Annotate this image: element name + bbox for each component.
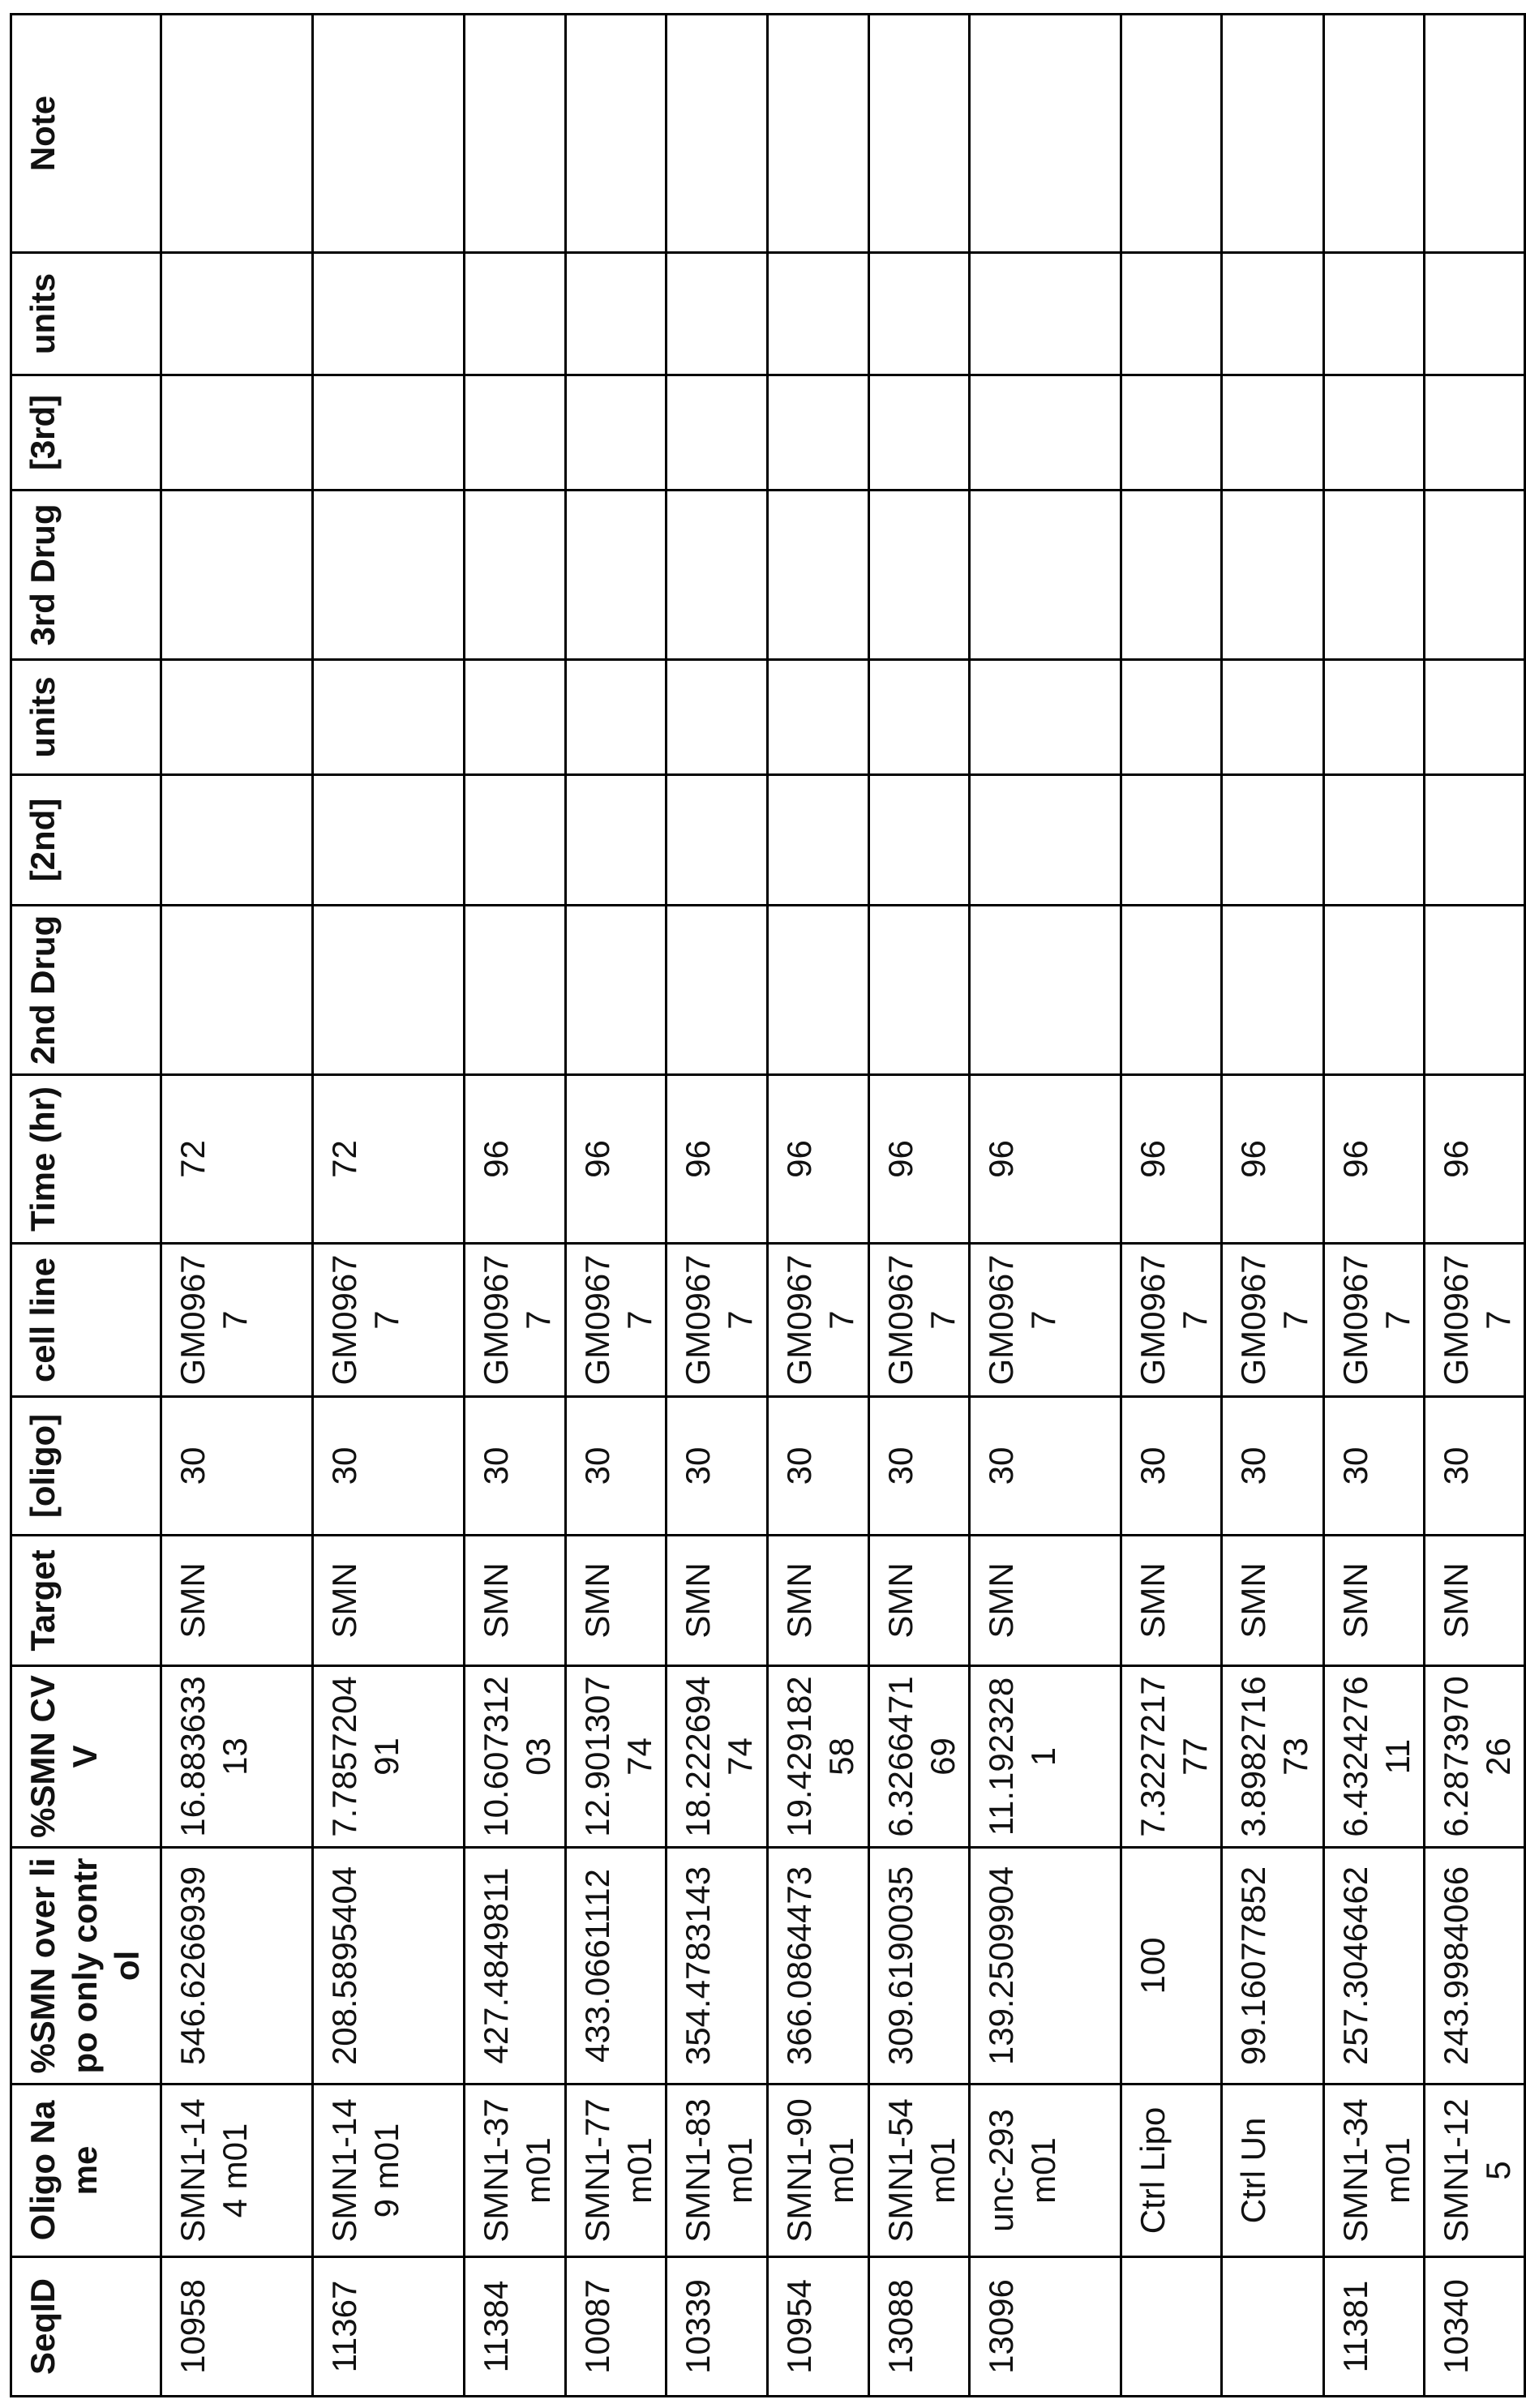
table-cell: 10958 <box>161 2257 313 2397</box>
table-cell: SMN <box>869 1536 970 1666</box>
table-cell <box>869 906 970 1075</box>
table-cell <box>313 375 465 491</box>
table-cell: 96 <box>566 1075 667 1244</box>
table-cell: 257.3046462 <box>1324 1848 1425 2085</box>
column-header: units <box>11 660 161 775</box>
table-cell: 7.785720491 <box>313 1666 465 1848</box>
table-cell <box>566 660 667 775</box>
table-cell: 433.0661112 <box>566 1848 667 2085</box>
table-cell: 96 <box>869 1075 970 1244</box>
table-cell <box>1425 491 1525 660</box>
table-cell: GM09677 <box>313 1244 465 1397</box>
table-cell <box>465 906 566 1075</box>
table-cell <box>465 253 566 375</box>
table-cell: 7.322721777 <box>1121 1666 1222 1848</box>
table-cell: 6.432427611 <box>1324 1666 1425 1848</box>
table-cell <box>768 253 869 375</box>
table-cell: SMN1-54 m01 <box>869 2085 970 2257</box>
results-table <box>10 13 1526 2397</box>
table-row <box>869 15 970 2397</box>
table-cell: 13088 <box>869 2257 970 2397</box>
table-cell <box>1121 660 1222 775</box>
table-cell: 546.6266939 <box>161 1848 313 2085</box>
table-cell: 30 <box>667 1397 768 1536</box>
table-cell: GM09677 <box>1121 1244 1222 1397</box>
table-cell: GM09677 <box>869 1244 970 1397</box>
column-header: 2nd Drug <box>11 906 161 1075</box>
table-cell: 13096 <box>970 2257 1121 2397</box>
table-cell: 11367 <box>313 2257 465 2397</box>
table-cell: 16.88363313 <box>161 1666 313 1848</box>
table-cell: GM09677 <box>1324 1244 1425 1397</box>
table-cell: 30 <box>566 1397 667 1536</box>
table-cell: SMN1-125 <box>1425 2085 1525 2257</box>
table-cell <box>161 775 313 906</box>
table-cell <box>1324 906 1425 1075</box>
table-cell: GM09677 <box>1425 1244 1525 1397</box>
table-cell: 96 <box>1425 1075 1525 1244</box>
table-cell: SMN <box>768 1536 869 1666</box>
table-cell <box>1222 906 1324 1075</box>
table-cell <box>869 375 970 491</box>
table-cell: 96 <box>768 1075 869 1244</box>
column-header: Time (hr) <box>11 1075 161 1244</box>
table-cell <box>1324 491 1425 660</box>
table-cell: 11384 <box>465 2257 566 2397</box>
table-cell <box>1425 660 1525 775</box>
table-cell <box>768 775 869 906</box>
table-cell <box>1324 375 1425 491</box>
table-cell <box>1222 375 1324 491</box>
table-cell: 6.326647169 <box>869 1666 970 1848</box>
table-cell <box>869 775 970 906</box>
table-cell <box>313 253 465 375</box>
table-cell <box>667 660 768 775</box>
table-cell <box>667 15 768 253</box>
column-header: Target <box>11 1536 161 1666</box>
table-cell <box>1324 775 1425 906</box>
column-header: [2nd] <box>11 775 161 906</box>
table-cell <box>768 491 869 660</box>
table-cell: Ctrl Un <box>1222 2085 1324 2257</box>
table-cell: 10.60731203 <box>465 1666 566 1848</box>
table-cell: GM09677 <box>161 1244 313 1397</box>
table-cell <box>768 906 869 1075</box>
table-cell: SMN1-77 m01 <box>566 2085 667 2257</box>
table-cell: 96 <box>970 1075 1121 1244</box>
table-cell <box>1121 775 1222 906</box>
table-cell: 96 <box>667 1075 768 1244</box>
column-header: Note <box>11 15 161 253</box>
table-cell: 30 <box>313 1397 465 1536</box>
table-cell <box>1121 906 1222 1075</box>
table-cell <box>566 15 667 253</box>
table-cell: SMN <box>667 1536 768 1666</box>
table-cell <box>161 660 313 775</box>
table-cell <box>313 491 465 660</box>
table-cell <box>970 660 1121 775</box>
column-header: [3rd] <box>11 375 161 491</box>
table-cell: 10339 <box>667 2257 768 2397</box>
table-cell <box>1222 2257 1324 2397</box>
table-cell: SMN <box>1121 1536 1222 1666</box>
table-cell <box>566 775 667 906</box>
table-cell: 3.898271673 <box>1222 1666 1324 1848</box>
table-cell: 18.22269474 <box>667 1666 768 1848</box>
table-cell: 30 <box>1324 1397 1425 1536</box>
table-cell <box>1324 660 1425 775</box>
table-cell <box>1121 491 1222 660</box>
table-row <box>465 15 566 2397</box>
table-cell <box>970 775 1121 906</box>
table-cell <box>869 491 970 660</box>
table-cell <box>970 253 1121 375</box>
table-cell: GM09677 <box>667 1244 768 1397</box>
table-cell: SMN <box>1425 1536 1525 1666</box>
table-cell: 11.1923281 <box>970 1666 1121 1848</box>
table-cell <box>1222 253 1324 375</box>
table-cell <box>1425 15 1525 253</box>
table-cell: SMN <box>1324 1536 1425 1666</box>
table-cell <box>1121 253 1222 375</box>
table-cell: SMN1-37 m01 <box>465 2085 566 2257</box>
table-cell <box>161 253 313 375</box>
table-cell <box>1324 253 1425 375</box>
table-cell <box>161 491 313 660</box>
table-cell <box>667 775 768 906</box>
table-cell: 11381 <box>1324 2257 1425 2397</box>
column-header: SeqID <box>11 2257 161 2397</box>
column-header: %SMN CVV <box>11 1666 161 1848</box>
table-cell <box>465 775 566 906</box>
table-row <box>970 15 1121 2397</box>
table-cell: 139.2509904 <box>970 1848 1121 2085</box>
table-cell: 30 <box>465 1397 566 1536</box>
table-cell: 6.287397026 <box>1425 1666 1525 1848</box>
table-cell <box>1222 660 1324 775</box>
table-cell <box>768 660 869 775</box>
table-row <box>313 15 465 2397</box>
table-cell: SMN <box>161 1536 313 1666</box>
table-cell <box>970 906 1121 1075</box>
table-cell <box>1222 491 1324 660</box>
table-cell <box>1425 375 1525 491</box>
table-cell: 30 <box>1425 1397 1525 1536</box>
table-cell <box>768 15 869 253</box>
table-cell <box>667 906 768 1075</box>
table-cell: SMN1-144 m01 <box>161 2085 313 2257</box>
table-cell <box>465 375 566 491</box>
table-cell <box>970 15 1121 253</box>
rotated-table-page <box>10 15 1524 2397</box>
table-cell: SMN <box>313 1536 465 1666</box>
table-cell <box>768 375 869 491</box>
table-cell <box>1121 2257 1222 2397</box>
table-cell <box>1425 906 1525 1075</box>
table-cell <box>667 375 768 491</box>
table-cell <box>1222 775 1324 906</box>
table-cell <box>313 660 465 775</box>
table-cell: 30 <box>970 1397 1121 1536</box>
table-cell <box>566 491 667 660</box>
column-header: 3rd Drug <box>11 491 161 660</box>
table-cell: 96 <box>465 1075 566 1244</box>
column-header: %SMN over lipo only control <box>11 1848 161 2085</box>
table-cell: GM09677 <box>566 1244 667 1397</box>
table-cell <box>667 253 768 375</box>
table-cell: 12.90130774 <box>566 1666 667 1848</box>
table-row <box>566 15 667 2397</box>
table-cell <box>313 775 465 906</box>
column-header: cell line <box>11 1244 161 1397</box>
table-cell: 366.0864473 <box>768 1848 869 2085</box>
column-header: units <box>11 253 161 375</box>
table-cell: 96 <box>1121 1075 1222 1244</box>
table-cell: GM09677 <box>465 1244 566 1397</box>
table-cell <box>566 906 667 1075</box>
column-header: [oligo] <box>11 1397 161 1536</box>
table-cell <box>667 491 768 660</box>
table-row <box>667 15 768 2397</box>
table-cell <box>313 906 465 1075</box>
table-cell: 96 <box>1324 1075 1425 1244</box>
table-cell <box>465 15 566 253</box>
table-cell <box>970 375 1121 491</box>
column-header: Oligo Name <box>11 2085 161 2257</box>
table-cell <box>161 906 313 1075</box>
table-cell <box>1121 15 1222 253</box>
table-cell <box>1324 15 1425 253</box>
table-row <box>1222 15 1324 2397</box>
table-cell <box>869 660 970 775</box>
table-cell: 243.9984066 <box>1425 1848 1525 2085</box>
table-cell: 72 <box>161 1075 313 1244</box>
table-cell: SMN <box>1222 1536 1324 1666</box>
table-cell <box>1222 15 1324 253</box>
table-cell <box>566 253 667 375</box>
table-cell <box>566 375 667 491</box>
table-row <box>768 15 869 2397</box>
table-cell <box>465 491 566 660</box>
table-cell <box>970 491 1121 660</box>
table-cell: 30 <box>869 1397 970 1536</box>
table-cell: GM09677 <box>970 1244 1121 1397</box>
table-cell <box>869 15 970 253</box>
table-cell: 96 <box>1222 1075 1324 1244</box>
header-row <box>11 15 161 2397</box>
table-cell <box>1121 375 1222 491</box>
table-cell <box>465 660 566 775</box>
table-cell: 10340 <box>1425 2257 1525 2397</box>
table-cell: 30 <box>161 1397 313 1536</box>
table-cell: 30 <box>768 1397 869 1536</box>
table-cell: SMN1-90 m01 <box>768 2085 869 2257</box>
table-row <box>161 15 313 2397</box>
table-cell: 72 <box>313 1075 465 1244</box>
table-row <box>1324 15 1425 2397</box>
table-cell: GM09677 <box>1222 1244 1324 1397</box>
table-cell: Ctrl Lipo <box>1121 2085 1222 2257</box>
table-cell: SMN1-34 m01 <box>1324 2085 1425 2257</box>
table-cell: 99.16077852 <box>1222 1848 1324 2085</box>
table-cell <box>161 15 313 253</box>
table-cell: 30 <box>1121 1397 1222 1536</box>
table-row <box>1121 15 1222 2397</box>
table-cell: SMN1-149 m01 <box>313 2085 465 2257</box>
table-cell <box>161 375 313 491</box>
table-cell: 208.5895404 <box>313 1848 465 2085</box>
table-cell <box>1425 775 1525 906</box>
table-row <box>1425 15 1525 2397</box>
table-cell <box>1425 253 1525 375</box>
table-cell: unc-293 m01 <box>970 2085 1121 2257</box>
table-cell: SMN <box>566 1536 667 1666</box>
table-cell <box>313 15 465 253</box>
table-cell: 19.42918258 <box>768 1666 869 1848</box>
table-cell: 100 <box>1121 1848 1222 2085</box>
table-cell: 10087 <box>566 2257 667 2397</box>
table-cell: SMN <box>970 1536 1121 1666</box>
table-cell <box>869 253 970 375</box>
table-cell: SMN1-83 m01 <box>667 2085 768 2257</box>
table-cell: 309.6190035 <box>869 1848 970 2085</box>
table-cell: 30 <box>1222 1397 1324 1536</box>
table-cell: 354.4783143 <box>667 1848 768 2085</box>
table-cell: 10954 <box>768 2257 869 2397</box>
table-cell: 427.4849811 <box>465 1848 566 2085</box>
table-cell: GM09677 <box>768 1244 869 1397</box>
table-cell: SMN <box>465 1536 566 1666</box>
